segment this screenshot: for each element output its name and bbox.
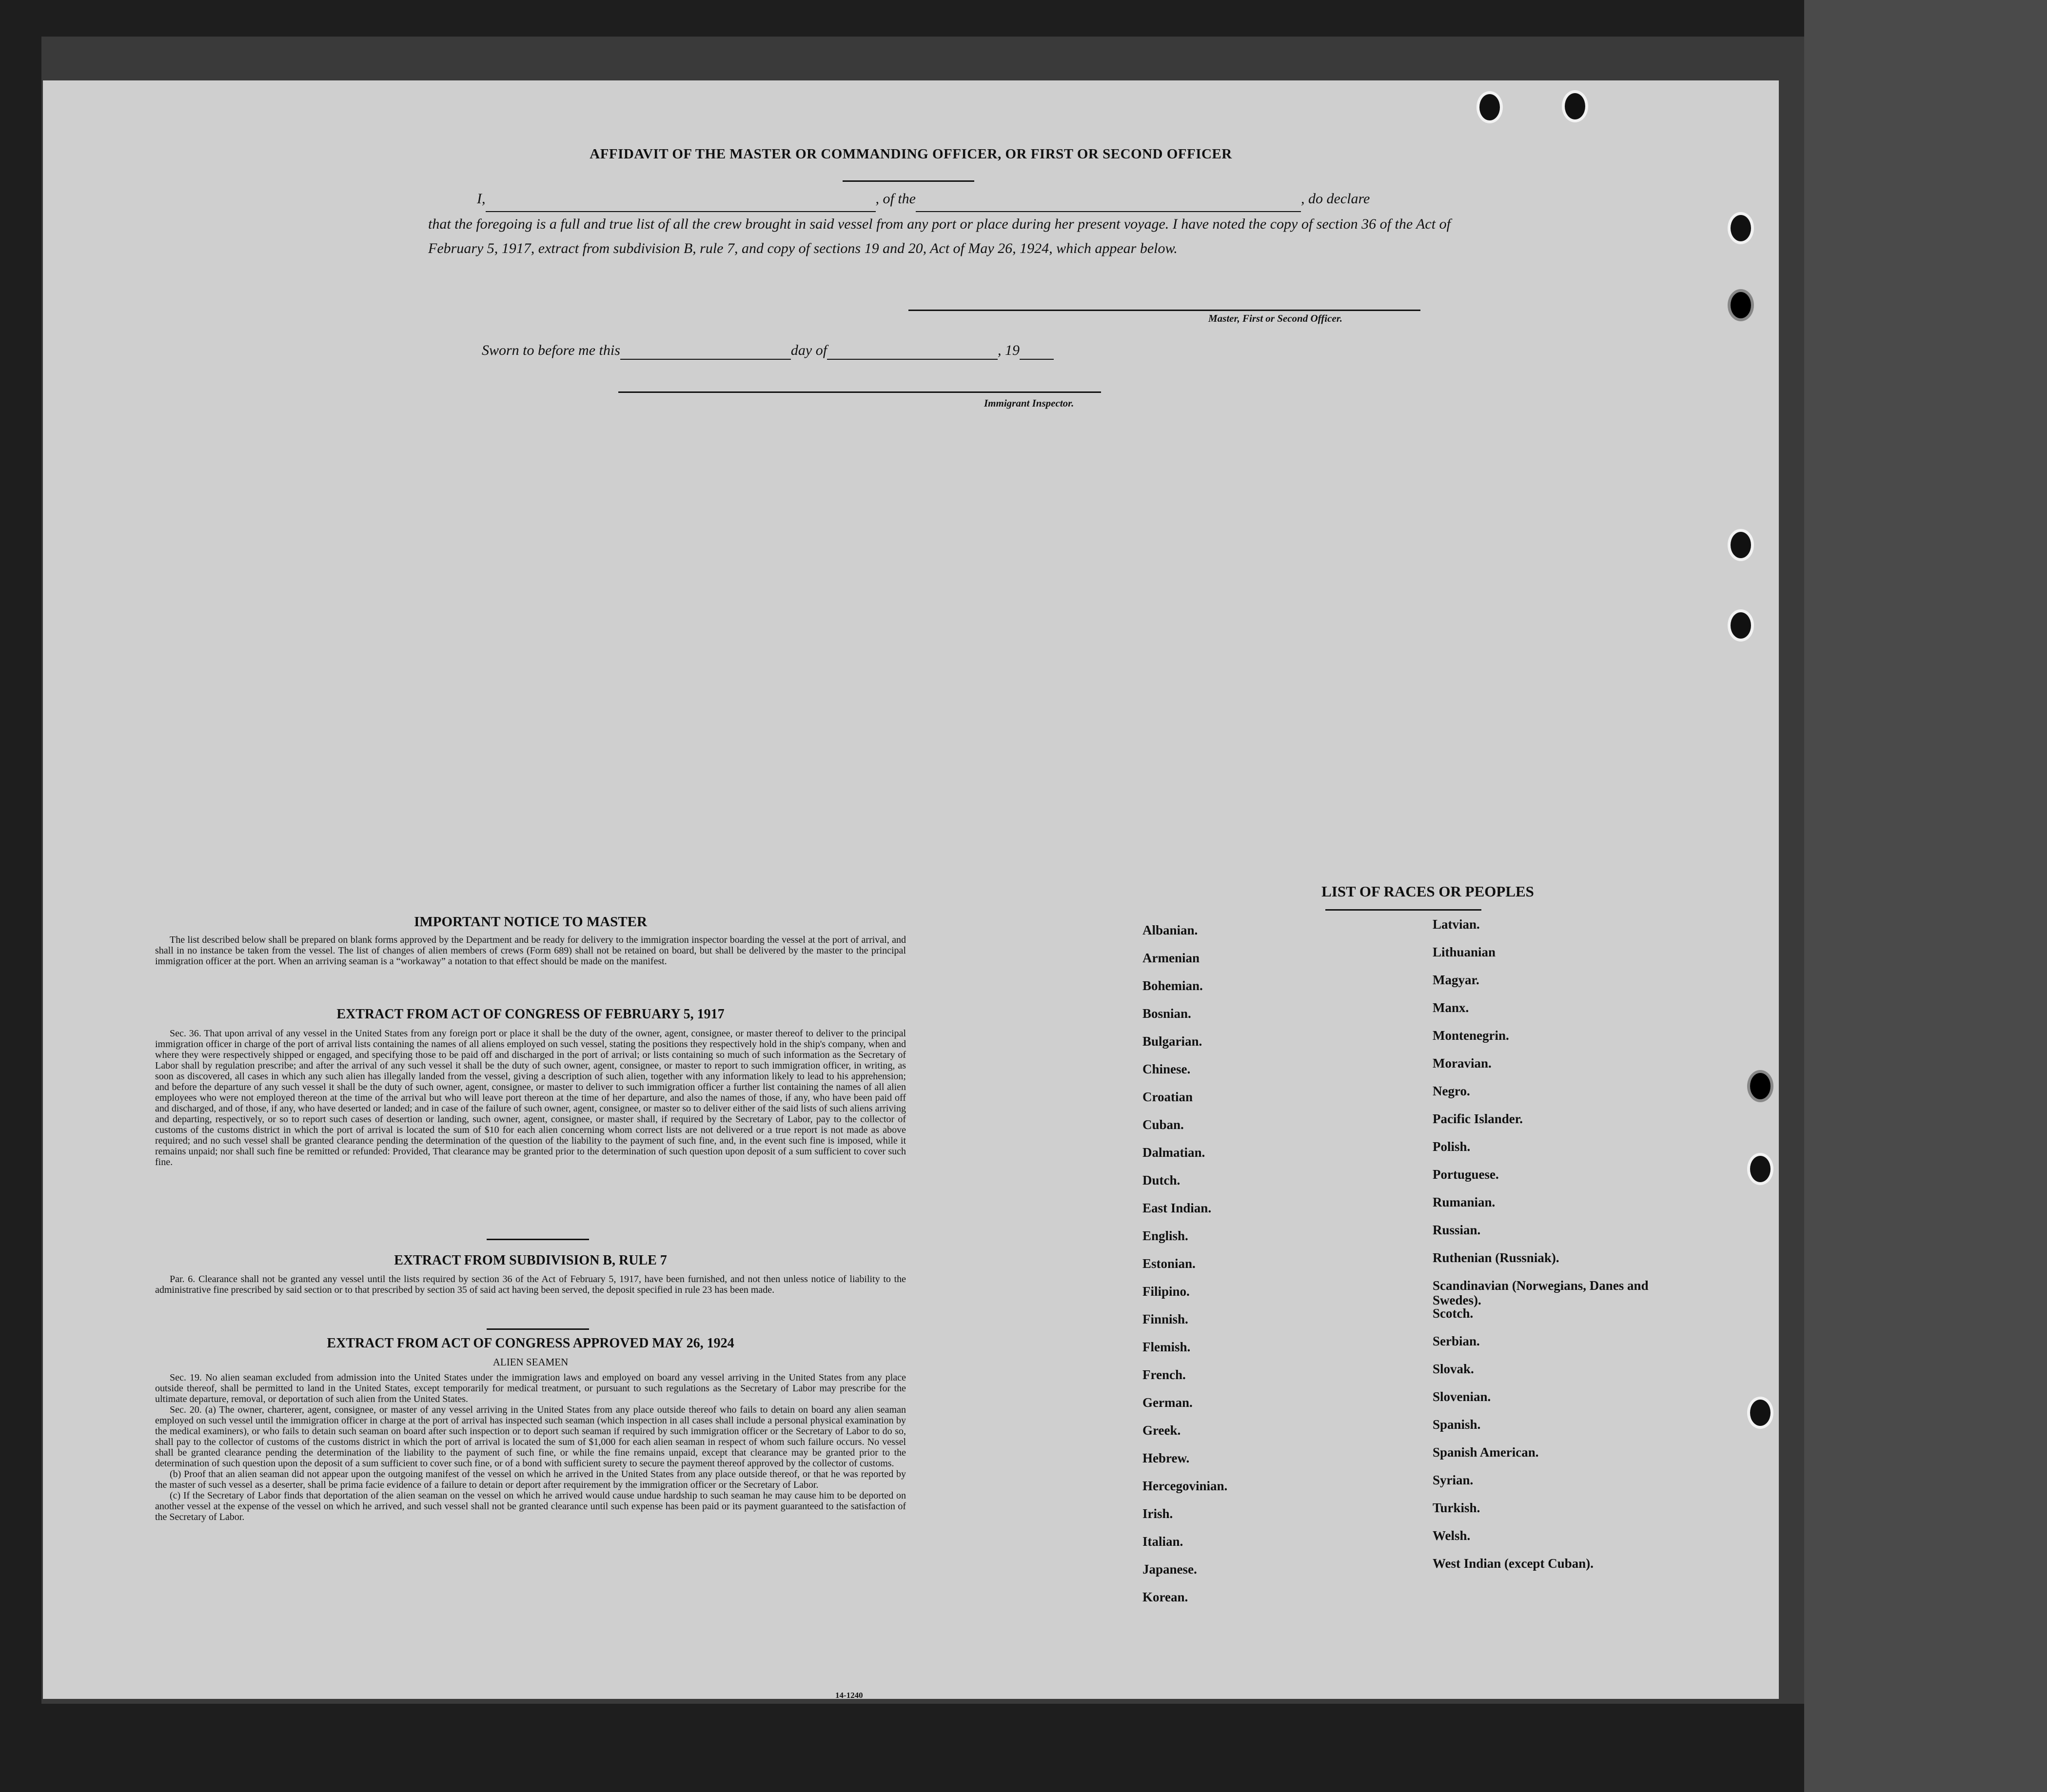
extract-1924-title: EXTRACT FROM ACT OF CONGRESS APPROVED MAY 26, 1924 xyxy=(327,1336,734,1351)
race-item: Ruthenian (Russniak). xyxy=(1433,1250,1559,1265)
punch-hole xyxy=(1728,529,1754,561)
punch-hole xyxy=(1728,609,1754,642)
race-item: Bulgarian. xyxy=(1142,1034,1202,1049)
sec-20b: (b) Proof that an alien seaman did not appear upon the outgoing manifest of the vessel on which he arrived in the United States from any place outside thereof, or that he was reported by the master of such vessel as a deserter, shall be prima facie evidence of a failure to detain or deport after requirement by the immigration officer or the Secretary of Labor. xyxy=(155,1469,906,1490)
race-item: Cuban. xyxy=(1142,1117,1184,1132)
divider xyxy=(843,180,974,182)
notice-body: The list described below shall be prepared on blank forms approved by the Department and be ready for delivery to the immigration inspector boarding the vessel at the port of arrival, and shall in no instance be taken from the vessel. The list of changes of alien members of crews (Form 689) shall not be retained on board, but shall be delivered by the master to the principal immigration officer at the port. When an arriving seaman is a “workaway” a notation to that effect should be made on the manifest. xyxy=(155,935,906,967)
race-item: Bohemian. xyxy=(1142,978,1203,993)
races-title: LIST OF RACES OR PEOPLES xyxy=(1321,883,1534,900)
inspector-signature-line[interactable] xyxy=(618,391,1101,393)
declaration-line xyxy=(428,187,1457,212)
race-item: Croatian xyxy=(1142,1090,1193,1104)
race-item: Flemish. xyxy=(1142,1340,1191,1354)
master-signature-label: Master, First or Second Officer. xyxy=(1208,312,1342,324)
race-item: Dalmatian. xyxy=(1142,1145,1205,1160)
race-item: Spanish American. xyxy=(1433,1445,1539,1460)
race-item: Syrian. xyxy=(1433,1473,1474,1487)
punch-hole xyxy=(1476,91,1503,123)
sec-20a: Sec. 20. (a) The owner, charterer, agent, consignee, or master of any vessel arriving in the United States from any place outside thereof who fails to detain on board any alien seaman employed on such vessel until the immigration officer in charge at the port of arrival has inspected such seaman (which inspection in all cases shall include a personal physical examination by the medical examiners), or who fails to detain such seaman on board after such inspection or to deport such seaman if required by such immigration officer or the Secretary of Labor to do so, shall pay to the collector of customs of the customs district in which the port of arrival is located the sum of $1,000 for each alien seaman in respect of whom such failure occurs. No vessel shall be granted clearance pending the determination of the liability to the payment of such fine, or while the fine remains unpaid, except that clearance may be granted prior to the determination of such question upon the deposit of a sum sufficient to cover such fine, or of a bond with sufficient surety to secure the payment thereof approved by the collector of customs. xyxy=(155,1404,906,1469)
sworn-prefix: Sworn to before me this xyxy=(482,342,620,358)
race-item: Latvian. xyxy=(1433,917,1480,932)
race-item: East Indian. xyxy=(1142,1201,1212,1215)
race-item: Greek. xyxy=(1142,1423,1181,1438)
declare-of-label: , of the xyxy=(875,191,916,207)
divider xyxy=(1325,909,1481,911)
race-item: Hercegovinian. xyxy=(1142,1479,1228,1493)
divider xyxy=(487,1328,589,1330)
sworn-date-field[interactable] xyxy=(620,342,791,360)
race-item: Polish. xyxy=(1433,1139,1471,1154)
sec-20c: (c) If the Secretary of Labor finds that deportation of the alien seaman on the vessel on which he arrived would cause undue hardship to such seaman he may cause him to be deported on another vessel at the expense of the vessel on which he arrived, and such vessel shall not be granted clearance until such expense has been paid or its payment guaranteed to the satisfaction of the Secretary of Labor. xyxy=(155,1490,906,1522)
punch-hole xyxy=(1728,289,1754,321)
sworn-year-label: , 19 xyxy=(998,342,1020,358)
sworn-year-field[interactable] xyxy=(1020,342,1054,360)
race-item: Moravian. xyxy=(1433,1056,1492,1071)
affidavit-declaration xyxy=(428,187,1457,261)
race-item: Scandinavian (Norwegians, Danes and Swedes). xyxy=(1433,1278,1649,1307)
race-item: Turkish. xyxy=(1433,1500,1480,1515)
race-item: Montenegrin. xyxy=(1433,1028,1509,1043)
race-item: Albanian. xyxy=(1142,923,1198,937)
extract-rule7-body: Par. 6. Clearance shall not be granted any vessel until the lists required by section 36 of the Act of February 5, 1917, have been furnished, and not then unless notice of liability to the administrative fine prescribed by said section or to that prescribed by section 35 of said act having been served, the deposit specified in rule 23 has been made. xyxy=(155,1274,906,1295)
race-item: Slovak. xyxy=(1433,1362,1474,1376)
sworn-month-field[interactable] xyxy=(827,342,998,360)
race-item: Estonian. xyxy=(1142,1256,1196,1271)
punch-hole xyxy=(1562,90,1588,122)
declare-i-label: I, xyxy=(477,191,486,207)
affidavit-title: AFFIDAVIT OF THE MASTER OR COMMANDING OFFICER, OR FIRST OR SECOND OFFICER xyxy=(590,146,1232,162)
declare-do-label: , do declare xyxy=(1301,191,1370,207)
race-item: Dutch. xyxy=(1142,1173,1181,1188)
race-item: Armenian xyxy=(1142,951,1200,965)
sec-19: Sec. 19. No alien seaman excluded from admission into the United States under the immigration laws and employed on board any vessel arriving in the United States from any place outside thereof, shall be permitted to land in the United States, except temporarily for medical treatment, or pursuant to such regulations as the Secretary of Labor may prescribe for the ultimate departure, removal, or deportation of such alien from the United States. xyxy=(155,1372,906,1404)
extract-1924-subtitle: ALIEN SEAMEN xyxy=(492,1356,569,1368)
race-item: Portuguese. xyxy=(1433,1167,1499,1182)
document-page xyxy=(43,80,1779,1699)
race-item: Filipino. xyxy=(1142,1284,1190,1299)
race-item: Manx. xyxy=(1433,1000,1469,1015)
extract-1924-body xyxy=(155,1372,906,1522)
race-item: Chinese. xyxy=(1142,1062,1191,1076)
notice-title: IMPORTANT NOTICE TO MASTER xyxy=(414,914,647,930)
race-item: West Indian (except Cuban). xyxy=(1433,1556,1594,1571)
declaration-text: that the foregoing is a full and true list of all the crew brought in said vessel from any port or place during her present voyage. I have noted the copy of section 36 of the Act of February 5, 1917, extract from subdivision B, rule 7, and copy of sections 19 and 20, Act of May 26, 1924, which appear below. xyxy=(428,216,1451,256)
race-item: English. xyxy=(1142,1228,1188,1243)
race-item: Negro. xyxy=(1433,1084,1470,1098)
punch-hole xyxy=(1747,1153,1773,1185)
vessel-field[interactable] xyxy=(916,187,1301,212)
race-item: Finnish. xyxy=(1142,1312,1188,1326)
folder-edge xyxy=(1804,0,2047,1792)
master-signature-line[interactable] xyxy=(908,310,1420,311)
race-item: German. xyxy=(1142,1395,1193,1410)
extract-1917-body: Sec. 36. That upon arrival of any vessel in the United States from any foreign port or place it shall be the duty of the owner, agent, consignee, or master thereof to deliver to the principal immigration officer in charge of the port of arrival lists containing the names of all aliens employed on such vessel, stating the positions they respectively hold in the ship's company, when and where they were respectively shipped or engaged, and specifying those to be paid off and discharged in the port of arrival; or lists containing so much of such information as the Secretary of Labor shall by regulation prescribe; and after the arrival of any such vessel it shall be the duty of such owner, agent, consignee, or master to report to such immigration officer, in writing, as soon as discovered, all cases in which any such alien has illegally landed from the vessel, giving a description of such alien, together with any information likely to lead to his apprehension; and before the departure of any such vessel it shall be the duty of such owner, agent, consignee, or master to deliver to such immigration officer a further list containing the names of all alien employees who were not employed thereon at the time of the arrival but who will leave port thereon at the time of her departure, and also the names of those, if any, who have been paid off and discharged, and of those, if any, who have deserted or landed; and in case of the failure of such owner, agent, consignee, or master so to deliver either of the said lists of such aliens arriving and departing, respectively, or so to report such cases of desertion or landing, such owner, agent, consignee, or master shall, if required by the Secretary of Labor, pay to the collector of customs of the customs district in which the port of arrival is located the sum of $10 for each alien concerning whom correct lists are not delivered or a true report is not made as above required; and no such vessel shall be granted clearance pending the determination of the question of the liability to the payment of such fine, and, in the event such fine is imposed, while it remains unpaid; nor shall such fine be remitted or refunded: Provided, That clearance may be granted prior to the determination of such question upon deposit of a sum sufficient to cover such fine. xyxy=(155,1028,906,1168)
punch-hole xyxy=(1747,1070,1773,1102)
extract-1917-title: EXTRACT FROM ACT OF CONGRESS OF FEBRUARY 5, 1917 xyxy=(336,1007,725,1022)
race-item: Bosnian. xyxy=(1142,1006,1191,1021)
name-field[interactable] xyxy=(486,187,876,212)
inspector-label: Immigrant Inspector. xyxy=(984,397,1074,409)
race-item: Italian. xyxy=(1142,1534,1183,1549)
race-item: Lithuanian xyxy=(1433,945,1496,959)
punch-hole xyxy=(1728,212,1754,244)
race-item: Russian. xyxy=(1433,1223,1481,1237)
race-item: Serbian. xyxy=(1433,1334,1480,1348)
race-item: Korean. xyxy=(1142,1590,1188,1604)
punch-hole xyxy=(1747,1397,1773,1429)
race-item: French. xyxy=(1142,1367,1186,1382)
race-item: Rumanian. xyxy=(1433,1195,1496,1209)
race-item: Slovenian. xyxy=(1433,1389,1491,1404)
race-item: Scotch. xyxy=(1433,1306,1474,1321)
race-item: Pacific Islander. xyxy=(1433,1111,1523,1126)
extract-rule7-title: EXTRACT FROM SUBDIVISION B, RULE 7 xyxy=(394,1253,667,1268)
race-item: Magyar. xyxy=(1433,973,1479,987)
divider xyxy=(487,1239,589,1240)
race-item: Hebrew. xyxy=(1142,1451,1190,1465)
race-item: Welsh. xyxy=(1433,1528,1471,1543)
race-item: Irish. xyxy=(1142,1506,1173,1521)
sworn-day-label: day of xyxy=(790,342,827,358)
form-number: 14-1240 xyxy=(835,1691,863,1700)
sworn-line xyxy=(482,342,1054,360)
race-item: Japanese. xyxy=(1142,1562,1197,1577)
race-item: Spanish. xyxy=(1433,1417,1481,1432)
